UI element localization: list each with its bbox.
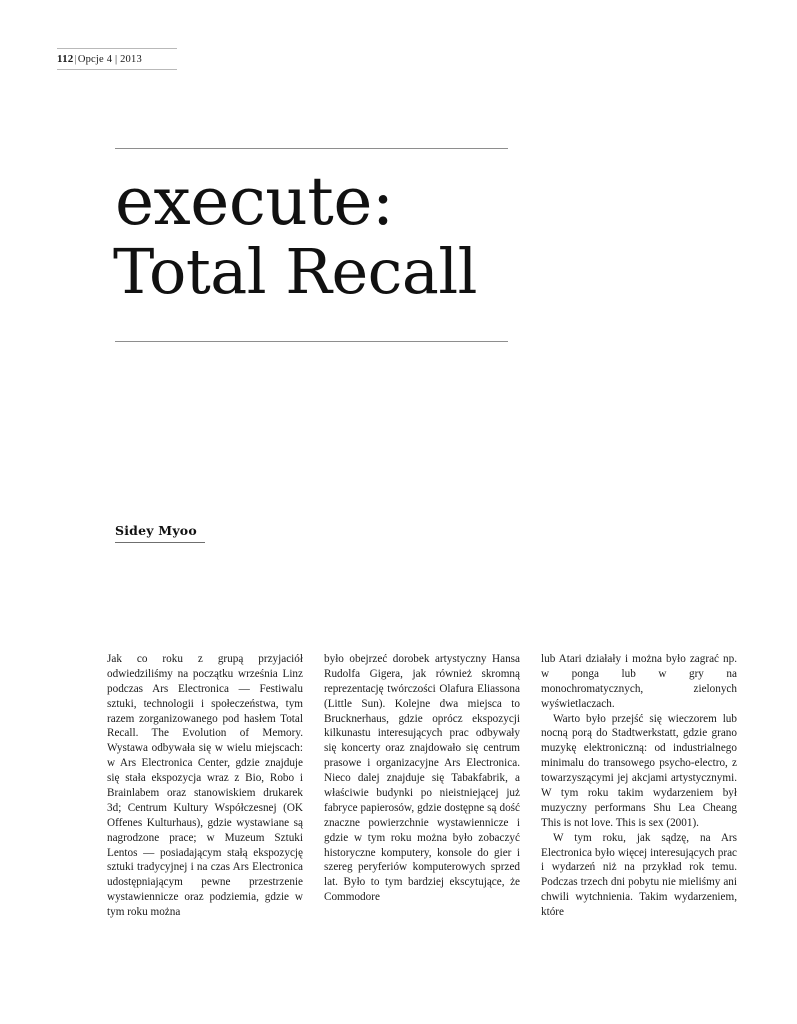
title-rule-top (115, 148, 508, 149)
body-columns (107, 652, 737, 920)
page-title: execute: (115, 163, 394, 240)
paragraph: W tym roku, jak sądzę, na Ars Electronica było więcej interesujących prac i wydarzeń niż na przykład rok temu. Podczas trzech dni pobytu nie mieliśmy ani chwili wytchnienia. Takim wydarzeniem, które (541, 831, 737, 919)
page-subtitle: Total Recall (113, 235, 478, 308)
page-number: 112 (57, 53, 74, 65)
running-head (57, 48, 177, 70)
paragraph: lub Atari działały i można było zagrać np. w ponga lub w gry na monochromatycznych, zielonych wyświetlaczach. (541, 653, 737, 710)
paragraph: było obejrzeć dorobek artystyczny Hansa Rudolfa Gigera, jak również skromną reprezentację twórczości Olafura Eliassona (Little Sun). Kolejne dwa miejsca to Brucknerhaus, gdzie oprócz ekspozycji kilkunastu interesujących prac odbywały się koncerty oraz znajdowało się centrum prasowe i organizacyjne Ars Electronica. Nieco dalej znajduje się Tabakfabrik, a właściwie budynki po nieistniejącej już fabryce papierosów, gdzie dostępne są dość znaczne powierzchnie wystawiennicze i gdzie w tym roku można było zobaczyć historyczne komputery, konsole do gier i szereg peryferiów komputerowych sprzed lat. Było to tym bardziej ekscytujące, że Commodore (324, 653, 520, 904)
running-head-separator: | (74, 54, 77, 65)
body-column-1 (107, 652, 303, 920)
title-rule-bottom (115, 341, 508, 342)
journal-issue: Opcje 4 | 2013 (77, 54, 142, 65)
body-column-3 (541, 652, 737, 920)
title-block (115, 148, 508, 342)
paragraph: Warto było przejść się wieczorem lub nocną porą do Stadtwerkstatt, gdzie grano muzykę elektroniczną: od industrialnego minimalu do transowego psycho-electro, z towarzyszącymi jej akcjami artystycznymi. W tym roku takim wydarzeniem był muzyczny performans Shu Lea Cheang This is not love. This is sex (2001). (541, 712, 737, 829)
paragraph: Jak co roku z grupą przyjaciół odwiedziliśmy na początku września Linz podczas Ars Electronica — Festiwalu sztuki, technologii i społeczeństwa, tym razem zorganizowanego pod hasłem Total Recall. The Evolution of Memory. Wystawa odbywała się w wielu miejscach: w Ars Electronica Center, gdzie znajduje się stała ekspozycja wraz z Bio, Robo i Brainlabem oraz stanowiskiem drukarek 3d; Centrum Kultury Współczesnej (OK Offenes Kulturhaus), gdzie wystawiane są nagrodzone prace; w Muzeum Sztuki Lentos — posiadającym stałą ekspozycję sztuki tradycyjnej i na czas Ars Electronica udostępniającym pewne przestrzenie wystawiennicze oraz podziemia, gdzie w tym roku można (107, 653, 303, 919)
author-name: Sidey Myoo (115, 523, 205, 543)
body-column-2 (324, 652, 520, 920)
